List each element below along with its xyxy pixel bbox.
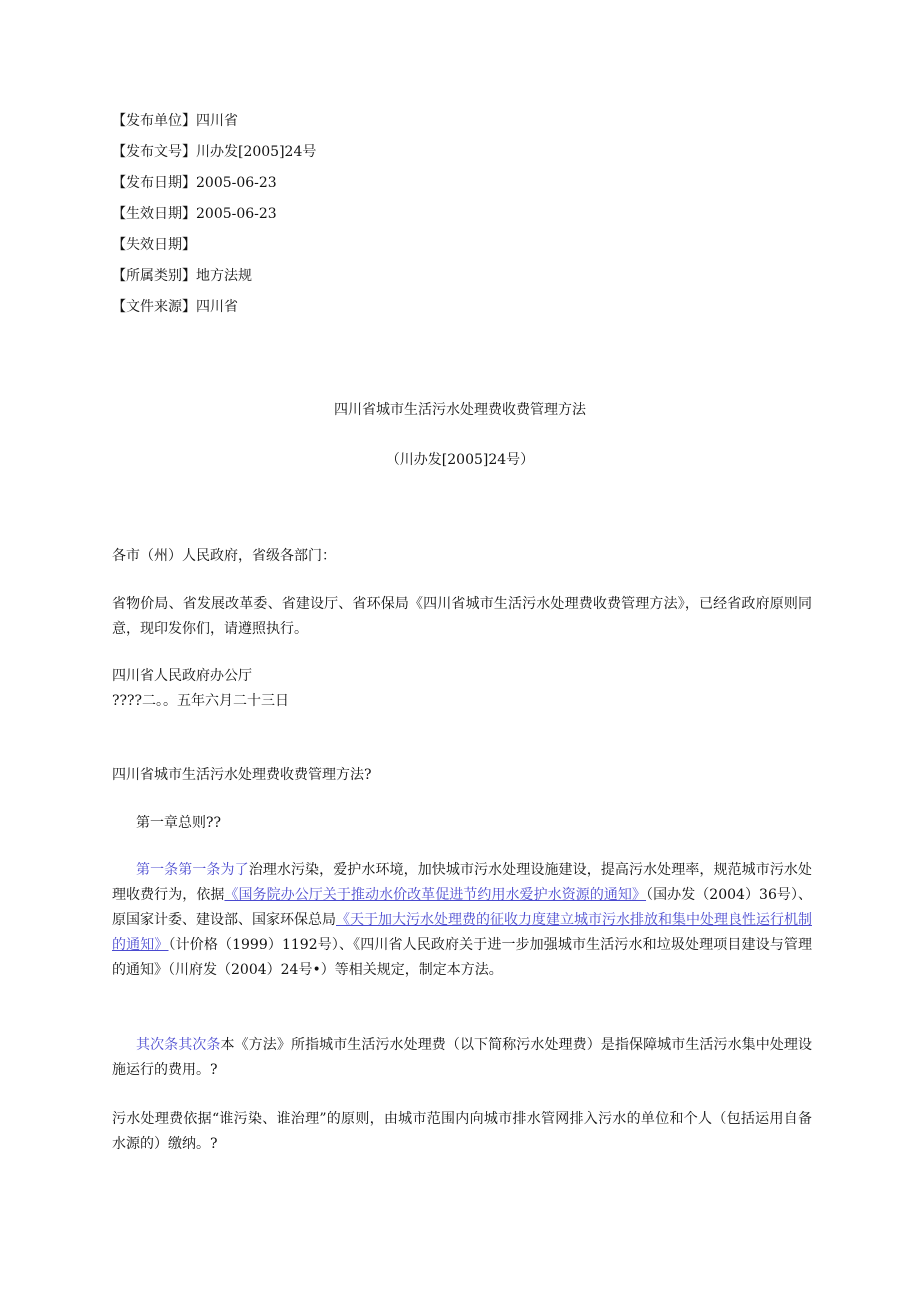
meta-publish-date xyxy=(112,172,277,194)
meta-value: 地方法规 xyxy=(196,268,252,284)
article-2-heading: 其次条其次条 xyxy=(136,1037,221,1053)
document-subtitle: （川办发[2005]24号） xyxy=(385,452,535,468)
meta-label: 【发布日期】 xyxy=(112,175,196,191)
meta-label: 【发布单位】 xyxy=(112,113,196,129)
meta-source xyxy=(112,296,238,318)
meta-expiry-date xyxy=(112,234,196,256)
meta-value: 川办发[2005]24号 xyxy=(196,144,317,160)
meta-doc-number xyxy=(112,141,316,163)
meta-label: 【发布文号】 xyxy=(112,144,196,160)
document-title: 四川省城市生活污水处理费收费管理方法 xyxy=(334,402,586,418)
meta-category xyxy=(112,265,252,287)
intro-paragraph: 省物价局、省发展改革委、省建设厅、省环保局《四川省城市生活污水处理费收费管理方法》，已经省政府原则同意，现印发你们，请遵照执行。 xyxy=(112,596,812,637)
issue-date: ????二。。五年六月二十三日 xyxy=(112,693,290,709)
salutation: 各市（州）人民政府，省级各部门： xyxy=(112,548,336,564)
meta-value: 四川省 xyxy=(196,113,238,129)
meta-label: 【生效日期】 xyxy=(112,206,196,222)
chapter-heading: 第一章总则?? xyxy=(136,815,222,831)
article-2-text: 本《方法》所指城市生活污水处理费（以下简称污水处理费）是指保障城市生活污水集中处理设施运行的费用。? xyxy=(112,1037,813,1078)
article-1-text: （国办发（2004）36号）、原国家计委、建设部、国家环保总局 xyxy=(112,887,813,928)
meta-effective-date xyxy=(112,203,277,225)
state-council-notice-link[interactable]: 《国务院办公厅关于推动水价改革促进节约用水爱护水资源的通知》 xyxy=(224,887,647,903)
meta-label: 【失效日期】 xyxy=(112,237,196,253)
meta-label: 【文件来源】 xyxy=(112,299,196,315)
meta-value: 2005-06-23 xyxy=(196,175,277,191)
sewage-fee-notice-link[interactable]: 《天于加大污水处理费的征收力度建立城市污水排放和集中处理良性运行机制的通知》 xyxy=(112,912,812,953)
article-1-heading: 第一条第一条为了 xyxy=(136,862,249,878)
article-2 xyxy=(112,1033,812,1083)
meta-value: 2005-06-23 xyxy=(196,206,277,222)
meta-publisher xyxy=(112,110,238,132)
article-1-text: （计价格（1999）1192号）、《四川省人民政府关于进一步加强城市生活污水和垃圾处理项目建设与管理的通知》（川府发（2004）24号•）等相关规定，制定本方法。 xyxy=(112,937,813,978)
issuer: 四川省人民政府办公厅 xyxy=(112,668,252,684)
meta-label: 【所属类别】 xyxy=(112,268,196,284)
meta-value: 四川省 xyxy=(196,299,238,315)
method-title: 四川省城市生活污水处理费收费管理方法? xyxy=(112,767,372,783)
article-1-text: 治理水污染，爱护水环境，加快城市污水处理设施建设，提高污水处理率，规范城市污水处理收费行为，依据 xyxy=(112,862,813,903)
fee-principle-paragraph: 污水处理费依据“谁污染、谁治理”的原则，由城市范围内向城市排水管网排入污水的单位和个人（包括运用自备水源的）缴纳。? xyxy=(112,1111,812,1152)
article-1 xyxy=(112,858,812,983)
